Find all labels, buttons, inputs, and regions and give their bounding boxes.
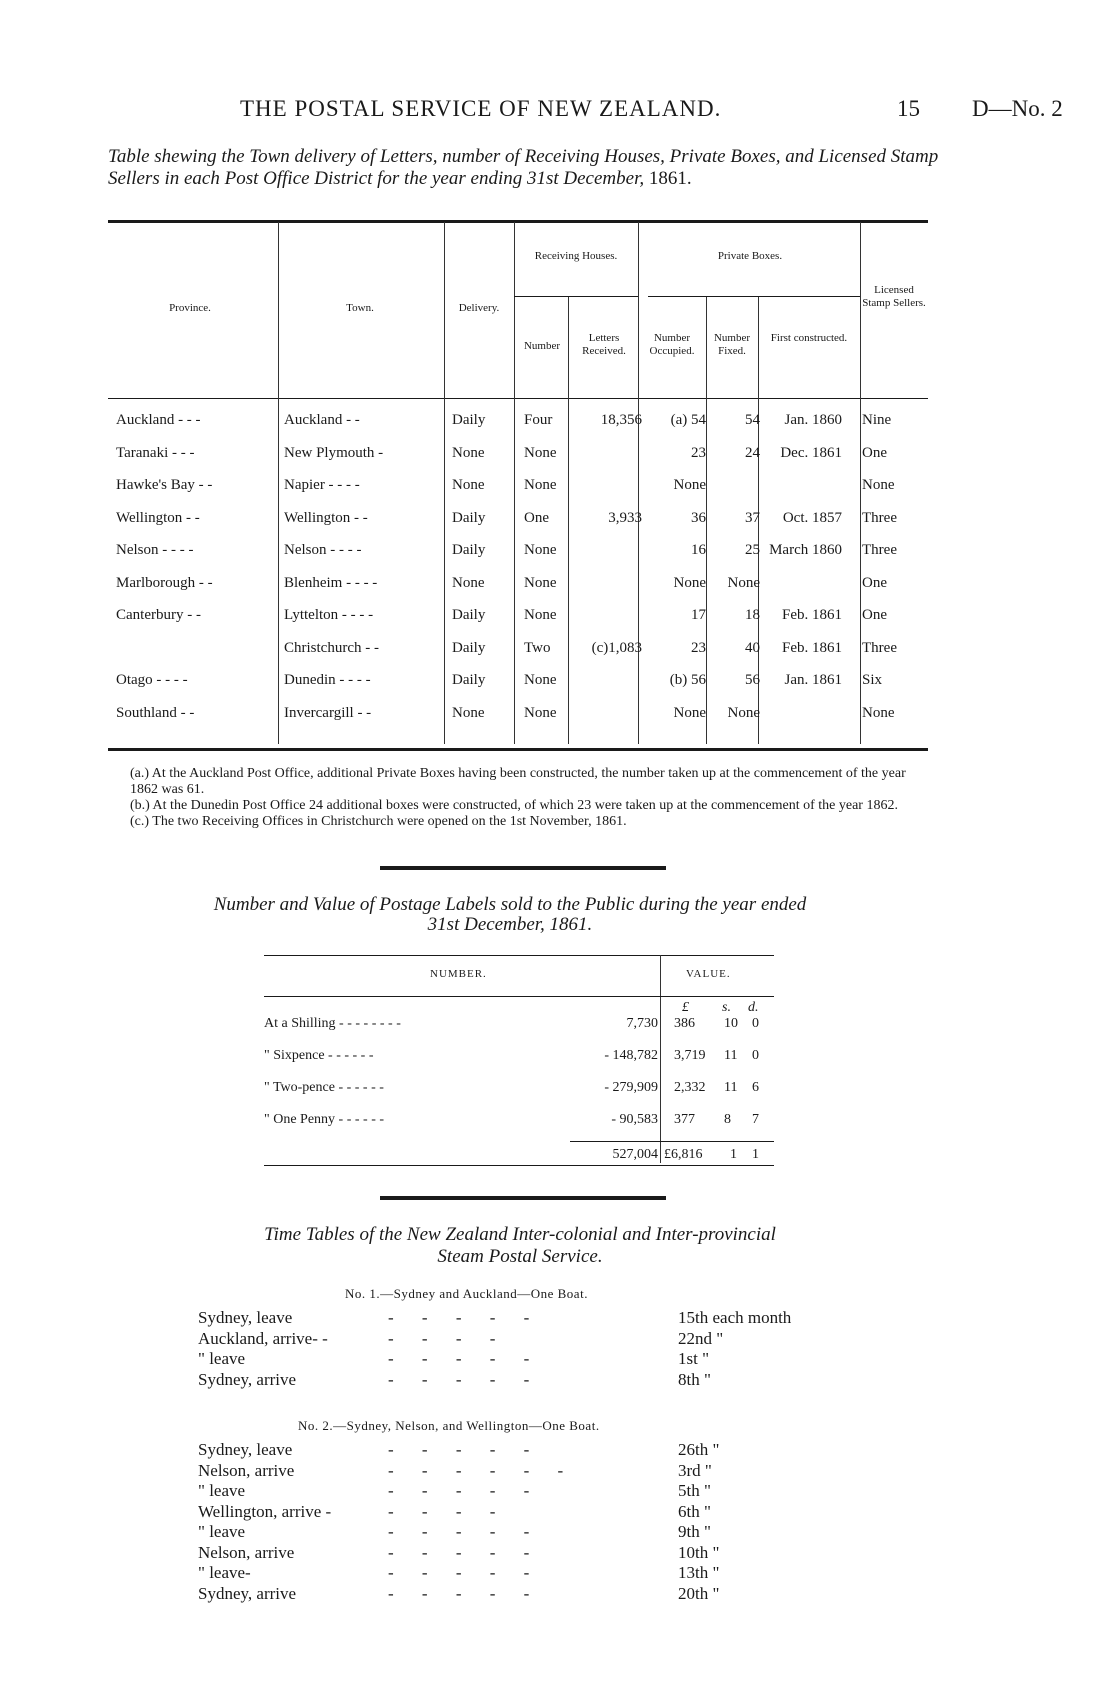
total-pounds: £6,816 (664, 1147, 703, 1162)
cell-day: 1st " (678, 1349, 710, 1368)
cell-day: 9th " (678, 1522, 711, 1541)
cell-dashes: - - - - - (388, 1522, 542, 1541)
cell-licensed: Three (862, 509, 897, 526)
cell-delivery: Daily (452, 639, 486, 656)
cell-fixed: 40 (745, 639, 760, 656)
cell-licensed: One (862, 444, 887, 461)
table2-caption-line1: Number and Value of Postage Labels sold to the Public during the year ended (213, 894, 807, 915)
table-row (108, 705, 928, 735)
table2-total-row (264, 1147, 774, 1177)
table1-header-rule (108, 398, 928, 399)
cell-licensed: Three (862, 639, 897, 656)
header-province: Province. (169, 302, 211, 314)
total-shillings: 1 (730, 1147, 737, 1162)
label-denomination: " One Penny - - - - - - (264, 1112, 385, 1127)
cell-licensed: Three (862, 542, 897, 558)
cell-town: Nelson - - - - (284, 542, 362, 558)
cell-licensed: One (862, 607, 887, 623)
cell-dashes: - - - - - (388, 1583, 542, 1603)
cell-number: None (524, 444, 557, 461)
cell-place: Auckland, arrive- - (198, 1328, 328, 1348)
cell-number: None (524, 542, 557, 558)
cell-dashes: - - - - - - (388, 1460, 576, 1480)
cell-number-sold: 7,730 (626, 1016, 658, 1031)
cell-fixed: 56 (745, 672, 760, 688)
cell-number: Two (524, 639, 551, 656)
cell-shillings: 11 (724, 1048, 738, 1063)
cell-place: Sydney, arrive (198, 1369, 297, 1389)
cell-number: None (524, 607, 557, 623)
cell-fixed: None (727, 704, 760, 721)
table1-top-rule (108, 220, 928, 223)
cell-day: 3rd " (678, 1460, 712, 1480)
cell-place: Sydney, arrive (198, 1583, 297, 1603)
table-row (108, 477, 928, 507)
header-town: Town. (346, 302, 374, 314)
section-divider (380, 866, 666, 870)
cell-province: Auckland - - - (116, 412, 201, 428)
cell-occupied: None (673, 574, 706, 591)
cell-number: One (524, 509, 549, 526)
cell-pence: 0 (752, 1016, 759, 1031)
note-c: (c.) The two Receiving Offices in Christchurch were opened on the 1st November, 1861. (130, 814, 627, 829)
header-number-fixed: Number Fixed. (713, 332, 751, 357)
cell-pounds: 386 (674, 1016, 695, 1031)
table-row (264, 1112, 774, 1142)
timetable-row (198, 1522, 838, 1542)
cell-delivery: Daily (452, 542, 486, 558)
cell-town: Lyttelton - - - - (284, 607, 374, 623)
cell-licensed: One (862, 574, 887, 591)
cell-pounds: 3,719 (674, 1048, 706, 1063)
cell-town: Dunedin - - - - (284, 672, 371, 688)
cell-letters: 18,356 (600, 412, 642, 428)
cell-town: Invercargill - - (284, 704, 372, 721)
note-a: (a.) At the Auckland Post Office, additional Private Boxes having been constructed, the number taken up at the commencement of the year 1862 was 61. (130, 766, 906, 797)
cell-province: Marlborough - - (116, 574, 213, 591)
section-divider (380, 1196, 666, 1200)
cell-dashes: - - - - - (388, 1369, 542, 1389)
cell-licensed: None (862, 477, 895, 493)
cell-place: Wellington, arrive - (198, 1501, 332, 1521)
table-row (108, 445, 928, 475)
cell-shillings: 10 (724, 1016, 738, 1031)
cell-occupied: 17 (691, 607, 706, 623)
header-first-constructed: First constructed. (770, 332, 848, 344)
timetable-row (198, 1502, 838, 1522)
pence-unit: d. (748, 1000, 759, 1015)
cell-first-constructed: Oct. 1857 (782, 509, 842, 526)
table1-caption-year: 1861. (648, 168, 692, 189)
cell-pounds: 377 (674, 1112, 695, 1127)
cell-delivery: None (452, 704, 485, 721)
timetables-caption-line1: Time Tables of the New Zealand Inter-colonial and Inter-provincial (264, 1224, 776, 1245)
cell-delivery: None (452, 574, 485, 591)
cell-first-constructed: Feb. 1861 (782, 607, 842, 623)
cell-number: None (524, 672, 557, 688)
table-row (264, 1080, 774, 1110)
cell-day: 10th " (678, 1542, 720, 1562)
cell-occupied: (b) 56 (669, 672, 706, 688)
cell-number: None (524, 477, 557, 493)
table1-caption (108, 146, 968, 190)
timetable-row (198, 1329, 838, 1349)
cell-town: Napier - - - - (284, 477, 360, 493)
cell-delivery: None (452, 444, 485, 461)
cell-shillings: 11 (724, 1080, 738, 1095)
cell-letters: (c)1,083 (591, 639, 642, 656)
timetables-caption-line2: Steam Postal Service. (437, 1246, 603, 1267)
cell-pence: 0 (752, 1048, 759, 1063)
cell-dashes: - - - - - (388, 1542, 542, 1562)
table2-caption-line2: 31st December, 1861. (427, 914, 593, 935)
cell-licensed: Six (862, 672, 883, 688)
header-receiving-houses: Receiving Houses. (534, 250, 618, 262)
document-code: D—No. 2 (972, 96, 1063, 121)
timetable-row (198, 1308, 838, 1328)
label-denomination: " Sixpence - - - - - - (264, 1048, 374, 1063)
table-row (108, 412, 928, 442)
cell-province: Nelson - - - - (116, 542, 194, 558)
cell-occupied: 23 (691, 444, 706, 461)
header-private-boxes: Private Boxes. (717, 250, 783, 262)
table1-subheader-rule (514, 296, 638, 297)
cell-dashes: - - - - - (388, 1481, 542, 1500)
table1-subheader-rule (648, 296, 860, 297)
header-licensed-stamp-sellers: Licensed Stamp Sellers. (862, 284, 926, 309)
table2-caption (160, 895, 860, 935)
cell-number: None (524, 704, 557, 721)
table-row (108, 510, 928, 540)
cell-day: 13th " (678, 1563, 720, 1582)
cell-town: Wellington - - (284, 509, 368, 526)
cell-province: Otago - - - - (116, 672, 188, 688)
timetable-row (198, 1481, 838, 1501)
table-row (264, 1016, 774, 1046)
cell-province: Hawke's Bay - - (116, 477, 213, 493)
cell-place: Sydney, leave (198, 1440, 293, 1459)
table-row (108, 640, 928, 670)
cell-delivery: Daily (452, 607, 486, 623)
timetable-row (198, 1349, 838, 1369)
table2-value-header: VALUE. (686, 968, 731, 980)
table-row (108, 542, 928, 572)
table-row (108, 607, 928, 637)
label-denomination: At a Shilling - - - - - - - - (264, 1016, 401, 1031)
cell-dashes: - - - - - (388, 1563, 542, 1582)
cell-pence: 6 (752, 1080, 759, 1095)
cell-number: Four (524, 412, 553, 428)
cell-town: Auckland - - (284, 412, 360, 428)
label-denomination: " Two-pence - - - - - - (264, 1080, 384, 1095)
cell-dashes: - - - - (388, 1501, 508, 1521)
table1-notes (108, 766, 928, 830)
cell-shillings: 8 (724, 1112, 731, 1127)
cell-licensed: Nine (862, 412, 892, 428)
cell-number-sold: - 90,583 (611, 1112, 658, 1127)
table2-bottom-rule (264, 1165, 774, 1166)
cell-occupied: None (673, 704, 706, 721)
table2-number-header: NUMBER. (430, 968, 487, 980)
cell-day: 20th " (678, 1583, 720, 1603)
cell-occupied: 36 (691, 509, 706, 526)
cell-occupied: (a) 54 (670, 412, 706, 428)
cell-number-sold: - 148,782 (604, 1048, 658, 1063)
cell-delivery: Daily (452, 412, 486, 428)
note-b: (b.) At the Dunedin Post Office 24 additional boxes were constructed, of which 23 were taken up at the commencement of the year 1862. (130, 798, 898, 813)
cell-dashes: - - - - (388, 1328, 508, 1348)
route1-title: No. 1.—Sydney and Auckland—One Boat. (345, 1286, 588, 1301)
header-delivery: Delivery. (458, 302, 500, 314)
cell-province: Southland - - (116, 704, 195, 721)
cell-first-constructed: Feb. 1861 (782, 639, 842, 656)
cell-occupied: 23 (691, 639, 706, 656)
cell-day: 26th " (678, 1440, 720, 1459)
timetable-row (198, 1370, 838, 1390)
total-pence: 1 (752, 1147, 759, 1162)
cell-place: " leave (198, 1349, 246, 1368)
cell-occupied: None (673, 477, 706, 493)
cell-letters: 3,933 (608, 509, 642, 526)
table2-total-rule (570, 1141, 774, 1142)
cell-pounds: 2,332 (674, 1080, 706, 1095)
cell-first-constructed: Jan. 1861 (784, 672, 842, 688)
cell-province: Canterbury - - (116, 607, 201, 623)
cell-province: Taranaki - - - (116, 444, 195, 461)
cell-place: Nelson, arrive (198, 1460, 295, 1480)
cell-delivery: Daily (452, 509, 486, 526)
cell-fixed: 54 (745, 412, 760, 428)
cell-dashes: - - - - - (388, 1308, 542, 1327)
shilling-unit: s. (722, 1000, 731, 1015)
page-number: 15 (897, 96, 920, 121)
table2-header-rule (264, 996, 774, 997)
route2-title: No. 2.—Sydney, Nelson, and Wellington—One Boat. (298, 1418, 600, 1433)
cell-first-constructed: Jan. 1860 (784, 412, 842, 428)
cell-day: 22nd " (678, 1328, 724, 1348)
cell-fixed: 37 (745, 509, 760, 526)
header-number: Number (523, 340, 561, 352)
cell-delivery: Daily (452, 672, 486, 688)
timetables-caption (170, 1224, 870, 1268)
cell-fixed: 25 (745, 542, 760, 558)
cell-province: Wellington - - (116, 509, 200, 526)
timetable-row (198, 1461, 838, 1481)
cell-number: None (524, 574, 557, 591)
table-row (108, 575, 928, 605)
cell-first-constructed: March 1860 (769, 542, 842, 558)
cell-day: 8th " (678, 1369, 711, 1389)
timetable-row (198, 1584, 838, 1604)
cell-town: New Plymouth - (284, 444, 384, 461)
cell-day: 6th " (678, 1501, 711, 1521)
cell-number-sold: - 279,909 (604, 1080, 658, 1095)
cell-place: " leave (198, 1481, 246, 1500)
cell-dashes: - - - - - (388, 1440, 542, 1459)
table1-caption-text: Table shewing the Town delivery of Letters, number of Receiving Houses, Private Boxes, and Licensed Stamp Sellers in each Post Office District for the year ending 31st December, (108, 146, 939, 189)
timetable-row (198, 1543, 838, 1563)
cell-occupied: 16 (691, 542, 706, 558)
cell-dashes: - - - - - (388, 1349, 542, 1368)
cell-place: Sydney, leave (198, 1308, 293, 1327)
header-letters-received: Letters Received. (582, 332, 626, 357)
cell-fixed: 24 (745, 444, 760, 461)
timetable-row (198, 1440, 838, 1460)
cell-pence: 7 (752, 1112, 759, 1127)
cell-fixed: None (727, 574, 760, 591)
table1-bottom-rule (108, 748, 928, 751)
table2-top-rule (264, 955, 774, 956)
cell-place: " leave- (198, 1563, 251, 1582)
cell-town: Christchurch - - (284, 639, 379, 656)
cell-fixed: 18 (745, 607, 760, 623)
cell-place: Nelson, arrive (198, 1542, 295, 1562)
pound-unit: £ (682, 1000, 689, 1015)
timetable-row (198, 1563, 838, 1583)
cell-licensed: None (862, 704, 895, 721)
table-row (264, 1048, 774, 1078)
cell-town: Blenheim - - - - (284, 574, 378, 591)
cell-first-constructed: Dec. 1861 (780, 444, 842, 461)
cell-day: 5th " (678, 1481, 711, 1500)
header-number-occupied: Number Occupied. (649, 332, 695, 357)
total-number: 527,004 (612, 1147, 658, 1162)
cell-day: 15th each month (678, 1308, 792, 1327)
table-row (108, 672, 928, 702)
cell-delivery: None (452, 477, 485, 493)
page-title: THE POSTAL SERVICE OF NEW ZEALAND. (240, 96, 722, 121)
cell-place: " leave (198, 1522, 246, 1541)
